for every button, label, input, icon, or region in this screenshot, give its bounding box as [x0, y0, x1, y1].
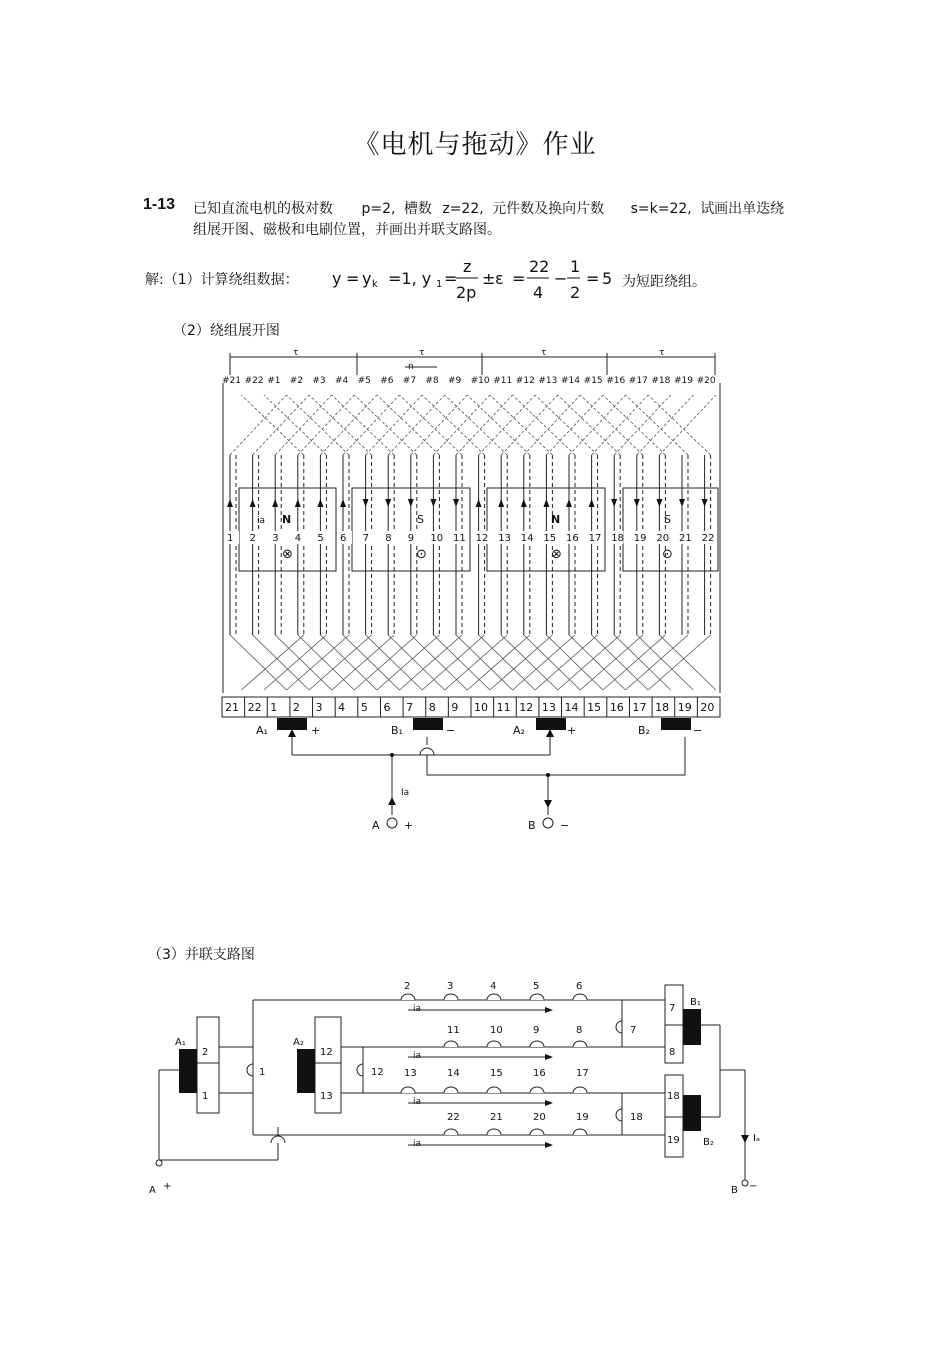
brush-icon: [683, 1095, 701, 1131]
problem-text: z=22,: [442, 201, 484, 217]
coil-icon: [487, 1087, 501, 1093]
top-element-label: #1: [267, 376, 281, 386]
slot-label: 15: [543, 533, 557, 544]
brush-sign: −: [693, 724, 703, 737]
formula-22: 22: [529, 257, 550, 276]
coil-label: 17: [576, 1068, 589, 1079]
terminal-a: A: [372, 819, 380, 832]
formula-eps: ε: [495, 269, 504, 288]
arrow-icon: [545, 1142, 553, 1148]
coil-icon: [573, 1087, 587, 1093]
formula-eq1: =1, y: [388, 269, 432, 288]
slot-label: 11: [453, 533, 466, 544]
slot-label: 3: [272, 533, 279, 544]
brush-label: B₂: [638, 724, 650, 737]
winding-formula: [332, 252, 622, 306]
coil-icon: [444, 1041, 458, 1047]
problem-text: 元件数及换向片数: [492, 201, 605, 217]
commutator-segment-label: 19: [677, 701, 692, 714]
terminal-b-icon: [543, 818, 553, 828]
pole-name: N: [282, 513, 292, 526]
current-arrow-icon: [498, 499, 504, 507]
problem-text: p=2,: [361, 201, 396, 217]
pole-name: S: [664, 513, 671, 526]
coil-label: 4: [490, 981, 497, 992]
problem-number: 1-13: [143, 196, 176, 213]
coil-label: 7: [630, 1025, 637, 1036]
current-arrow-icon: [453, 499, 459, 507]
top-element-label: #17: [628, 376, 648, 386]
problem-text-line1: [193, 198, 784, 218]
slot-label: 19: [633, 533, 647, 544]
coil-icon: [616, 1021, 622, 1033]
coil-icon: [573, 994, 587, 1000]
current-arrow-icon: [317, 499, 323, 507]
top-element-label: #14: [561, 376, 580, 386]
svg-text:=: =: [346, 269, 360, 288]
brush-icon: [413, 718, 443, 730]
coil-label: 3: [447, 981, 454, 992]
section3-heading: （3）并联支路图: [148, 947, 255, 963]
ia-label: ia: [413, 1004, 422, 1014]
top-element-label: #19: [674, 376, 693, 386]
coil-icon: [530, 1041, 544, 1047]
commutator-segment-label: 21: [225, 701, 239, 714]
slot-label: 9: [407, 533, 415, 544]
slot-label: 21: [679, 533, 692, 544]
coil-label: 16: [533, 1068, 546, 1079]
formula-sub1: 1: [436, 279, 443, 290]
top-element-label: #6: [380, 376, 394, 386]
current-arrow-icon: [566, 499, 572, 507]
slot-label: 7: [362, 533, 369, 544]
top-element-label: #21: [222, 376, 241, 386]
top-element-label: #2: [289, 376, 304, 386]
segment-label: 19: [667, 1135, 680, 1146]
commutator-segment-label: 13: [541, 701, 556, 714]
coil-icon: [530, 994, 544, 1000]
slot-label: 8: [385, 533, 392, 544]
arrow-icon: [288, 729, 296, 737]
problem-text: 试画出单迭绕: [700, 201, 785, 217]
section2-heading: （2）绕组展开图: [173, 323, 280, 339]
top-element-label: #9: [448, 376, 462, 386]
formula-z: z: [463, 257, 472, 276]
top-element-label: #18: [651, 376, 671, 386]
brush-sign: +: [311, 724, 321, 737]
top-element-label: #4: [335, 376, 349, 386]
terminal-b-sign: −: [560, 819, 570, 832]
brush-icon: [661, 718, 691, 730]
terminal-b: B: [528, 819, 536, 832]
coil-icon: [401, 1087, 415, 1093]
current-arrow-icon: [408, 499, 414, 507]
coil-icon: [530, 1087, 544, 1093]
segment-label: 8: [669, 1047, 676, 1058]
brush-label: B₁: [690, 997, 701, 1008]
current-arrow-icon: [543, 499, 549, 507]
arrow-icon: [388, 797, 396, 805]
coil-icon: [487, 994, 501, 1000]
current-arrow-icon: [656, 499, 662, 507]
arrow-icon: [546, 729, 554, 737]
formula-2: 2: [570, 283, 581, 302]
coil-label: 1: [259, 1067, 266, 1078]
top-element-label: #3: [312, 376, 326, 386]
current-label: Ia: [401, 788, 410, 798]
top-element-label: #13: [538, 376, 558, 386]
top-element-label: #10: [470, 376, 490, 386]
brush-label: A₂: [293, 1037, 304, 1048]
slot-label: 14: [520, 533, 534, 544]
current-arrow-icon: [476, 499, 482, 507]
top-element-label: #5: [357, 376, 371, 386]
formula-4: 4: [533, 283, 544, 302]
slot-label: 6: [340, 533, 347, 544]
commutator-segment-label: 10: [474, 701, 488, 714]
current-arrow-icon: [589, 499, 595, 507]
pitch-label: τ: [659, 348, 665, 358]
coil-label: 19: [576, 1112, 589, 1123]
coil-label: 15: [490, 1068, 503, 1079]
formula-2p: 2p: [456, 283, 477, 302]
formula-y: y: [332, 269, 342, 288]
coil-label: 10: [490, 1025, 503, 1036]
coil-icon: [530, 1129, 544, 1135]
coil-label: 21: [490, 1112, 503, 1123]
coil-icon: [616, 1109, 622, 1121]
top-element-label: #22: [244, 376, 264, 386]
slot-label: 18: [611, 533, 624, 544]
commutator-segment-label: 9: [451, 701, 459, 714]
terminal-b-icon: [742, 1180, 748, 1186]
problem-text-line2: 组展开图、磁极和电刷位置，并画出并联支路图。: [193, 222, 501, 238]
coil-label: 18: [630, 1112, 643, 1123]
coil-icon: [444, 994, 458, 1000]
segment-label: 18: [667, 1091, 680, 1102]
brush-label: A₂: [513, 724, 525, 737]
commutator-segment-label: 15: [587, 701, 602, 714]
commutator-segment-label: 5: [360, 701, 368, 714]
current-arrow-icon: [363, 499, 369, 507]
slot-label: 10: [430, 533, 444, 544]
brush-label: A₁: [175, 1037, 186, 1048]
brush-label: B₁: [391, 724, 403, 737]
current-direction-icon: ⊙: [416, 547, 427, 562]
top-element-label: #20: [696, 376, 716, 386]
pitch-label: τ: [541, 348, 547, 358]
current-arrow-icon: [430, 499, 436, 507]
terminal-a-sign: +: [404, 819, 414, 832]
segment-label: 13: [320, 1091, 333, 1102]
current-direction-icon: ⊗: [551, 547, 562, 562]
segment-label: 12: [320, 1047, 333, 1058]
coil-label: 13: [404, 1068, 417, 1079]
current-direction-icon: ⊗: [282, 547, 293, 562]
problem-text: s=k=22,: [630, 201, 692, 217]
ia-label: ia: [413, 1139, 422, 1149]
ia-label: ia: [257, 516, 266, 526]
pole-name: N: [551, 513, 561, 526]
commutator-segment-label: 1: [270, 701, 278, 714]
top-element-label: #8: [425, 376, 439, 386]
pitch-label: τ: [419, 348, 425, 358]
top-element-label: #15: [583, 376, 603, 386]
arrow-icon: [544, 800, 552, 808]
ia-label: ia: [413, 1097, 422, 1107]
problem-text: 槽数: [403, 201, 432, 217]
arrow-icon: [545, 1100, 553, 1106]
svg-text:−: −: [554, 269, 568, 288]
current-arrow-icon: [521, 499, 527, 507]
pole-name: S: [417, 513, 424, 526]
coil-label: 2: [404, 981, 411, 992]
segment-label: 7: [669, 1003, 676, 1014]
pitch-label: τ: [293, 348, 299, 358]
coil-label: 22: [447, 1112, 460, 1123]
coil-label: 14: [447, 1068, 460, 1079]
formula-pm: ±: [482, 269, 496, 288]
coil-label: 6: [576, 981, 583, 992]
arrow-icon: [545, 1007, 553, 1013]
terminal-a-sign: +: [163, 1181, 172, 1192]
coil-label: 5: [533, 981, 540, 992]
formula-note: 为短距绕组。: [622, 274, 706, 290]
brush-sign: −: [446, 724, 456, 737]
terminal-b: B: [731, 1185, 738, 1196]
commutator-segment-label: 16: [609, 701, 624, 714]
current-arrow-icon: [385, 499, 391, 507]
coil-icon: [487, 1129, 501, 1135]
svg-text:=: =: [512, 269, 526, 288]
svg-text:=: =: [586, 269, 600, 288]
coil-icon: [401, 994, 415, 1000]
slot-label: 12: [475, 533, 489, 544]
brush-icon: [536, 718, 566, 730]
brush-icon: [683, 1009, 701, 1045]
coil-icon: [357, 1064, 363, 1076]
formula-yk: y: [362, 269, 372, 288]
slot-label: 5: [317, 533, 324, 544]
coil-label: 9: [533, 1025, 540, 1036]
coil-label: 8: [576, 1025, 583, 1036]
coil-icon: [573, 1129, 587, 1135]
problem-text: 已知直流电机的极对数: [193, 201, 333, 217]
slot-label: 17: [588, 533, 602, 544]
slot-label: 13: [498, 533, 511, 544]
commutator-segment-label: 14: [564, 701, 579, 714]
brush-label: B₂: [703, 1137, 714, 1148]
winding-development-diagram: [215, 345, 725, 835]
commutator-segment-label: 7: [406, 701, 414, 714]
commutator-segment-label: 4: [338, 701, 346, 714]
terminal-a: A: [149, 1185, 156, 1196]
coil-icon: [573, 1041, 587, 1047]
coil-label: 12: [371, 1067, 384, 1078]
slot-label: 22: [701, 533, 715, 544]
terminal-a-icon: [156, 1160, 162, 1166]
segment-label: 1: [202, 1091, 209, 1102]
terminal-b-sign: −: [749, 1181, 758, 1192]
top-element-label: #7: [402, 376, 417, 386]
current-arrow-icon: [272, 499, 278, 507]
current-direction-icon: ⊙: [662, 547, 673, 562]
current-arrow-icon: [611, 499, 617, 507]
slot-label: 20: [656, 533, 670, 544]
commutator-segment-label: 20: [700, 701, 715, 714]
coil-icon: [487, 1041, 501, 1047]
commutator-segment-label: 3: [315, 701, 323, 714]
commutator-segment-label: 22: [247, 701, 262, 714]
brush-sign: +: [567, 724, 577, 737]
current-arrow-icon: [340, 499, 346, 507]
current-arrow-icon: [250, 499, 256, 507]
formula-1: 1: [570, 257, 581, 276]
arrow-icon: [545, 1054, 553, 1060]
coil-icon: [444, 1129, 458, 1135]
commutator-segment-label: 11: [496, 701, 511, 714]
coil-label: 11: [447, 1025, 460, 1036]
formula-result: 5: [602, 269, 613, 288]
arrow-icon: [741, 1135, 749, 1143]
formula-k: k: [372, 279, 378, 290]
coil-icon: [247, 1064, 253, 1076]
brush-label: A₁: [256, 724, 268, 737]
commutator-segment-label: 2: [292, 701, 300, 714]
slot-label: 1: [227, 533, 234, 544]
current-label: Iₐ: [753, 1133, 760, 1144]
svg-text:=: =: [444, 269, 458, 288]
solution-intro: 解:（1）计算绕组数据：: [145, 272, 299, 288]
commutator-segment-label: 8: [428, 701, 436, 714]
top-element-label: #11: [493, 376, 513, 386]
slot-label: 4: [294, 533, 302, 544]
current-arrow-icon: [679, 499, 685, 507]
slot-label: 2: [249, 533, 256, 544]
speed-label: n: [408, 362, 414, 372]
segment-label: 2: [202, 1047, 209, 1058]
commutator-segment-label: 6: [383, 701, 391, 714]
terminal-a-icon: [387, 818, 397, 828]
brush-icon: [277, 718, 307, 730]
ia-label: ia: [413, 1051, 422, 1061]
top-element-label: #12: [515, 376, 535, 386]
commutator-segment-label: 18: [655, 701, 670, 714]
current-arrow-icon: [227, 499, 233, 507]
page-title: 《电机与拖动》作业: [353, 130, 597, 160]
brush-icon: [297, 1049, 315, 1093]
coil-icon: [444, 1087, 458, 1093]
coil-label: 20: [533, 1112, 546, 1123]
current-arrow-icon: [702, 499, 708, 507]
brush-icon: [179, 1049, 197, 1093]
current-arrow-icon: [295, 499, 301, 507]
current-arrow-icon: [634, 499, 640, 507]
top-element-label: #16: [606, 376, 626, 386]
commutator-segment-label: 12: [519, 701, 534, 714]
parallel-branch-diagram: [145, 975, 785, 1205]
commutator-segment-label: 17: [632, 701, 647, 714]
slot-label: 16: [566, 533, 579, 544]
